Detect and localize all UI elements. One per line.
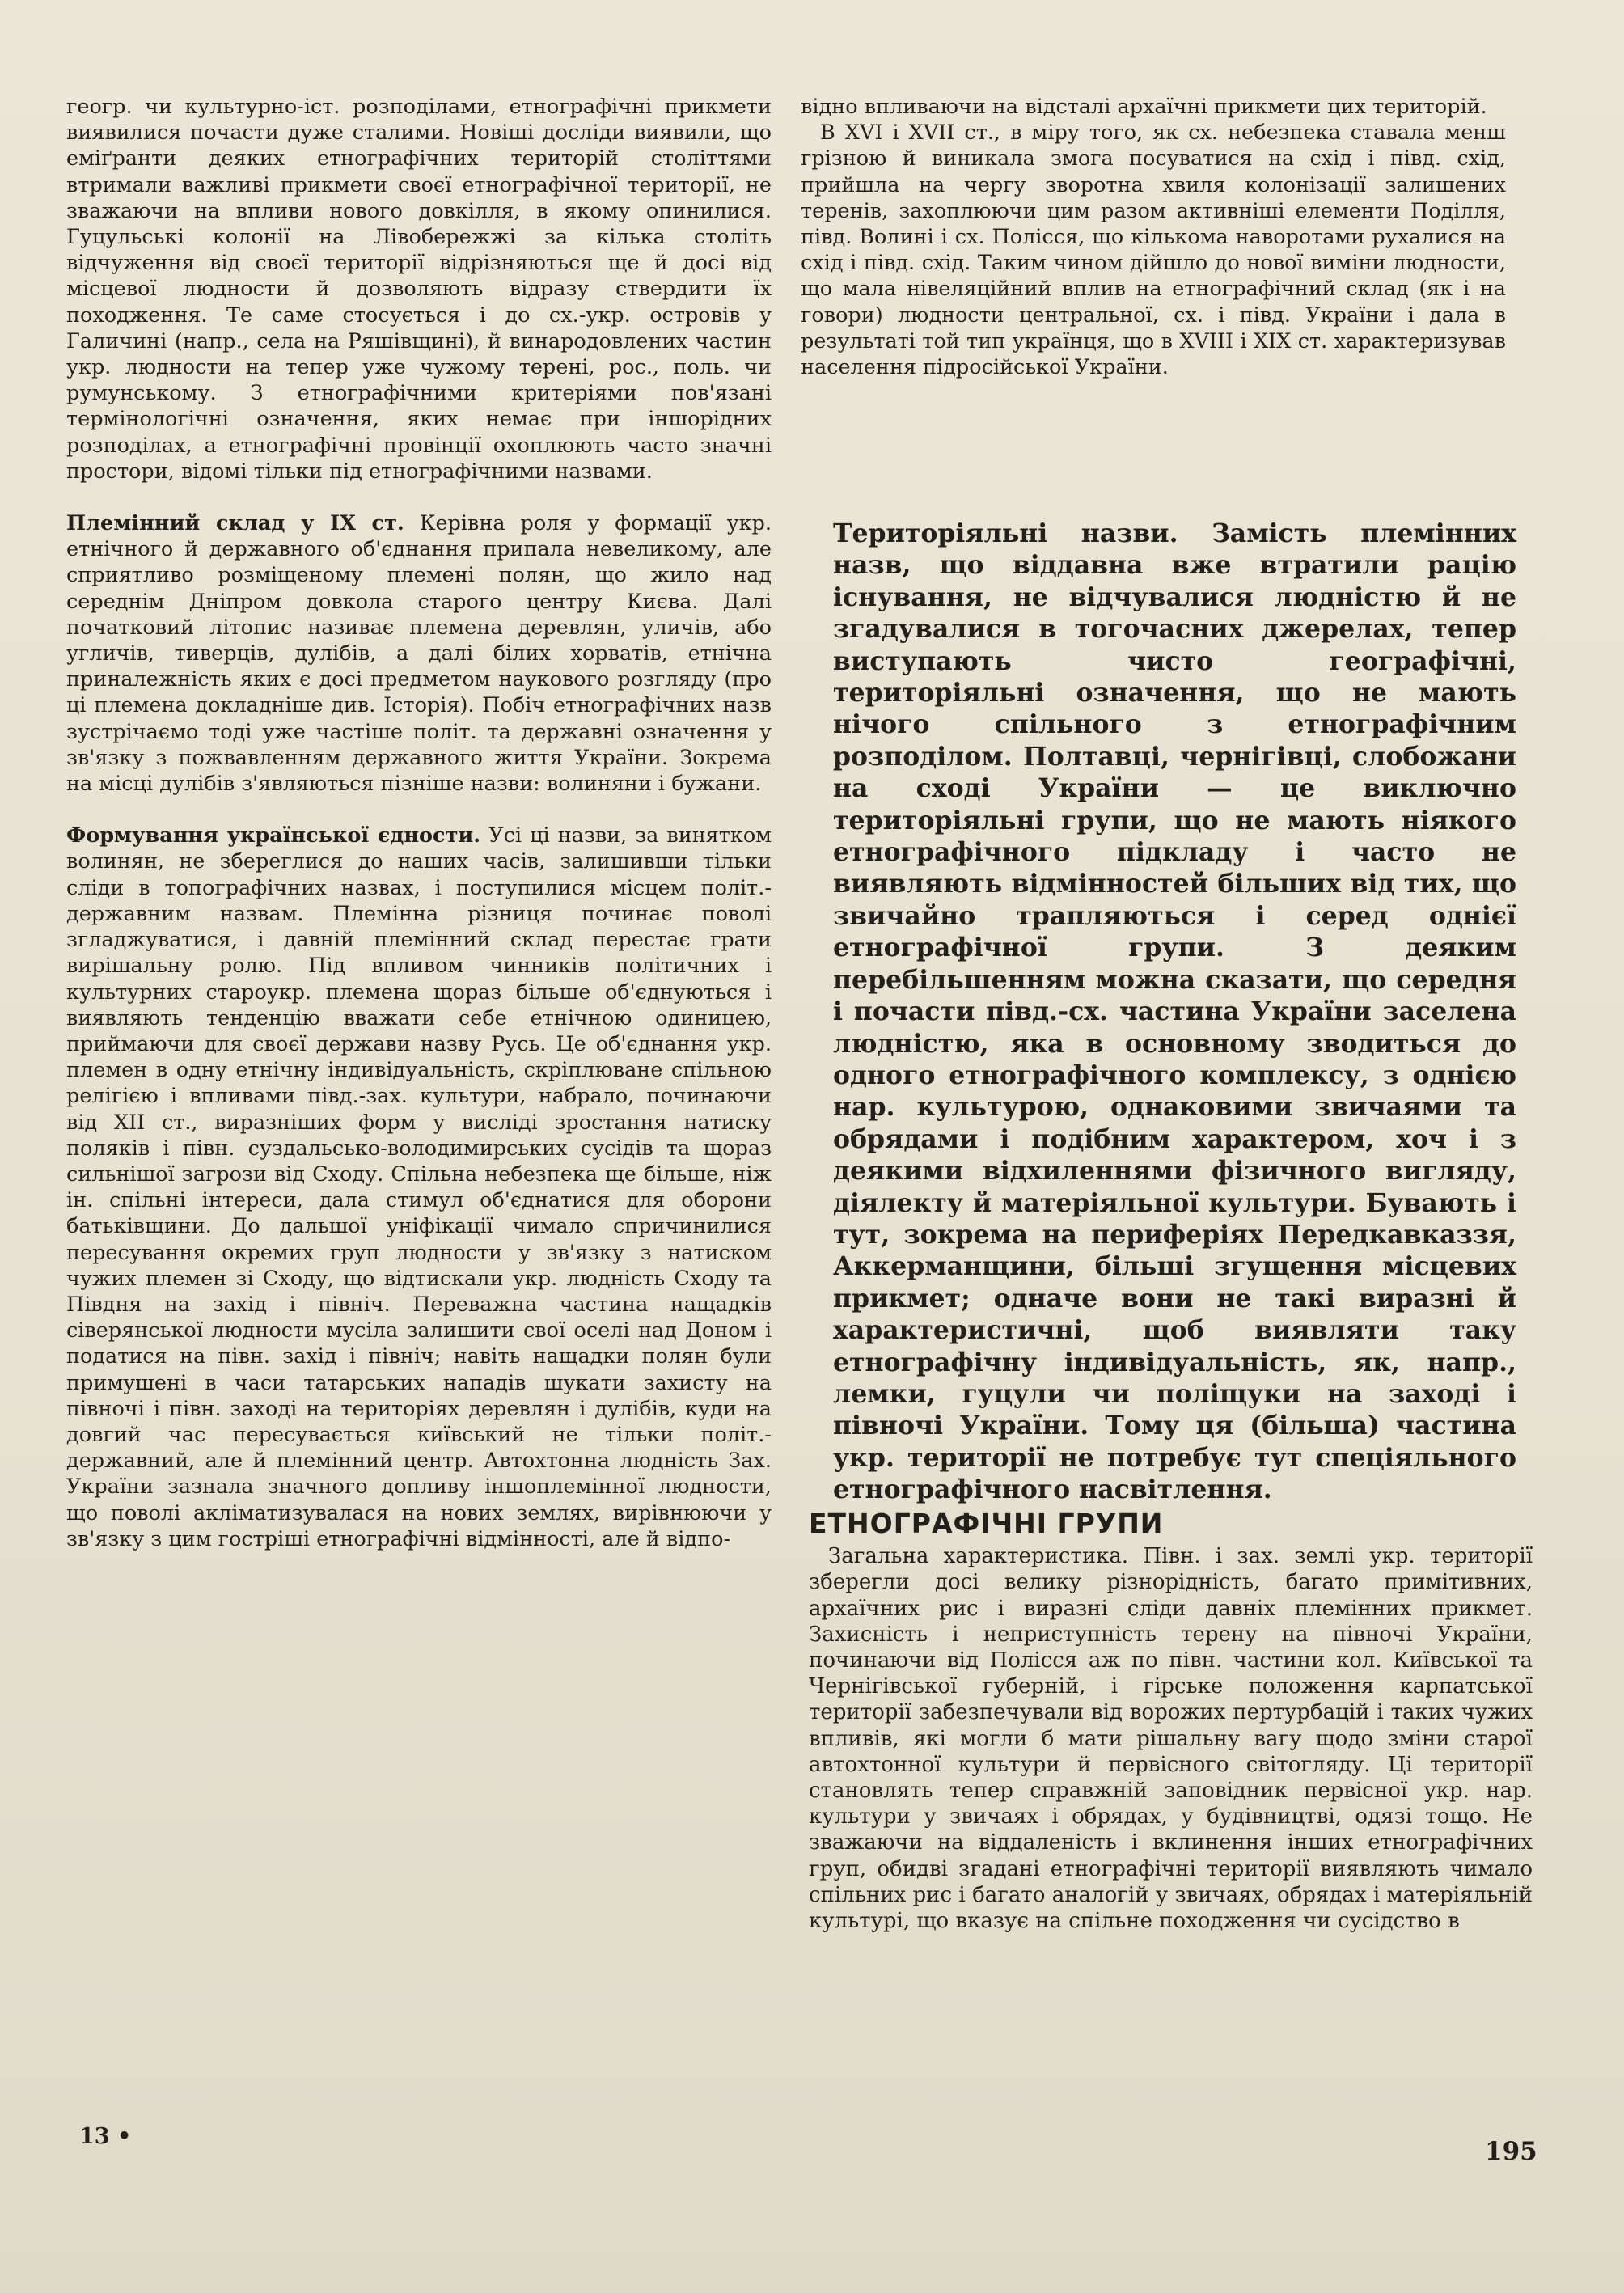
paragraph-text-unity: Усі ці назви, за винятком волинян, не збереглися до наших часів, залишивши тільки сліди в топографічних назвах, і поступилися місцем політ.-державним назвам. Племінна різниця починає поволі згладжуватися, і давній племінний склад перестає грати вирішальну ролю. Під впливом чинників політичних і культурних староукр. племена щораз більше об'єднуються і виявляють тенденцію вважати себе етнічною одиницею, приймаючи для своєї держави назву Русь. Це об'єднання укр. племен в одну етнічну індивідуальність, скріплюване спільною релігією і впливами півд.-зах. культури, набрало, починаючи від XII ст., виразніших форм у висліді зростання натиску поляків і півн. суздальсько-володимирських сусідів та щораз сильнішої загрози від Сходу. Спільна небезпека ще більше, ніж ін. спільні інтереси, дала стимул об'єднатися для оборони батьківщини. До дальшої уніфікації чимало спричинилися пересування окремих груп людности у зв'язку з натиском чужих племен зі Сходу, що відтискали укр. людність Сходу та Півдня на захід і північ. Переважна частина нащадків сіверянської людности мусіла залишити свої оселі над Доном і податися на півн. захід і північ; навіть нащадки полян були примушені в часи татарських нападів шукати захисту на півночі і півн. заході на територіях деревлян і дулібів, куди на довгий час пересувається київський не тільки політ.-державний, але й племінний центр. Автохтонна людність Зах. України зазнала значного допливу іншоплемінної людности, що поволі акліматизувалася на нових землях, вирівнюючи у зв'язку з цим гостріші етнографічні відмінності, але й відпо- [66, 823, 772, 1551]
paragraph-general [809, 1543, 1533, 1934]
paragraph-text-tribal: Керівна роля у формації укр. етнічного й державного об'єднання припала невеликому, але сприятливо розміщеному племені полян, що жило над середнім Дніпром довкола старого центру Києва. Далі початковий літопис називає племена деревлян, уличів, або угличів, тиверців, дулібів, а далі білих хорватів, етнічна приналежність яких є досі предметом наукового розгляду (про ці племена докладніше див. Історія). Побіч етнографічних назв зустрічаємо тоді уже частіше політ. та державні означення у зв'язку з пожвавленням державного життя України. Зокрема на місці дулібів з'являються пізніше назви: волиняни і бужани. [66, 511, 772, 797]
run-in-heading-unity: Формування української єдности. [66, 823, 481, 848]
paragraph-text-territorial: Замість племінних назв, що віддавна вже втратили рацію існування, не відчувалися людністю й не згадувалися в тогочасних джерелах, тепер виступають чисто географічні, територіяльні означення, що не мають нічого спільного з етнографічним розподілом. Полтавці, чернігівці, слобожани на сході України — це виключно територіяльні групи, що не мають ніякого етнографічного підкладу і часто не виявляють відмінностей більших від тих, що звичайно трапляються і серед однієї етнографічної групи. З деяким перебільшенням можна сказати, що середня і почасти півд.-сх. частина України заселена людністю, яка в основному зводиться до одного етнографічного комплексу, з однією нар. культурою, однаковими звичаями та обрядами і подібним характером, хоч і з деякими відхиленнями фізичного вигляду, діялекту й матеріяльної культури. Бувають і тут, зокрема на периферіях Передкавказзя, Аккерманщини, більші згущення місцевих прикмет; одначе вони не такі виразні й характеристичні, щоб виявляти таку етнографічну індивідуальність, як, напр., лемки, гуцули чи поліщуки на заході і півночі України. Тому ця (більша) частина укр. території не потребує тут спеціяльного етнографічного насвітлення. [833, 518, 1516, 1505]
right-column-groups [809, 1508, 1533, 1934]
page-number: 195 [1485, 2137, 1537, 2166]
run-in-heading-tribal: Племінний склад у IX ст. [66, 511, 404, 536]
run-in-heading-territorial: Територіяльні назви. [833, 518, 1178, 548]
right-column-territorial [833, 518, 1516, 1506]
folio-left: 13 • [79, 2124, 132, 2149]
paragraph-ethnographic-traits: геогр. чи культурно-іст. розподілами, етнографічні прикмети виявилися почасти дуже сталими. Новіші досліди виявили, що еміґранти деяких етнографічних територій століттями втримали важливі прикмети своєї етнографічної території, не зважаючи на впливи нового довкілля, в якому опинилися. Гуцульські колонії на Лівобережжі за кілька століть відчуження від своєї території відрізняються ще й досі від місцевої людности й дозволяють відразу ствердити їх походження. Те саме стосується і до сх.-укр. островів у Галичині (напр., села на Ряшівщині), й винародовлених частин укр. людности на тепер уже чужому терені, рос., поль. чи румунському. З етнографічними критеріями пов'язані термінологічні означення, яких немає при іншорідних розподілах, а етнографічні провінції охоплюють часто значні простори, відомі тільки під етнографічними назвами. [66, 95, 772, 484]
paragraph-tribal-composition [66, 510, 772, 797]
paragraph-continuation: відно впливаючи на відсталі архаїчні прикмети цих територій. [801, 95, 1487, 119]
paragraph-text-general: Півн. і зах. землі укр. території зберегли досі велику різнорідність, багато примітивних, архаїчних рис і виразні сліди давніх племінних прикмет. Захисність і неприступність терену на півночі України, починаючи від Полісся аж по півн. частини кол. Київської та Чернігівської губерній, і гірське положення карпатської території забезпечували від ворожих пертурбацій і таких чужих впливів, які могли б мати рішальну вагу щодо зміни старої автохтонної культури й первісного світогляду. Ці території становлять тепер справжній заповідник первісної укр. нар. культури у звичаях і обрядах, у будівництві, одязі тощо. Не зважаючи на віддаленість і вклинення інших етнографічних груп, обидві згадані етнографічні території виявляють чимало спільних рис і багато аналогій у звичаях, обрядах і матеріяльній культурі, що вказує на спільне походження чи сусідство в [809, 1544, 1533, 1934]
paragraph-territorial-names [833, 518, 1516, 1506]
right-column-top [801, 94, 1506, 380]
left-column [66, 94, 772, 1552]
section-title: ЕТНОГРАФІЧНІ ГРУПИ [809, 1508, 1164, 1539]
paragraph-ukrainian-unity [66, 823, 772, 1552]
paragraph-colonization: В XVI і XVII ст., в міру того, як сх. небезпека ставала менш грізною й виникала змога посуватися на схід і півд. схід, прийшла на чергу зворотна хвиля колонізації залишених теренів, захоплюючи цим разом активніші елементи Поділля, півд. Волині і сх. Полісся, що кількома наворотами рухалися на схід і півд. схід. Таким чином дійшло до нової виміни людности, що мала нівеляційний вплив на етнографічний склад (як і на говори) людности центральної, сх. і півд. України і дала в результаті той тип українця, що в XVIII і XIX ст. характеризував населення підросійської України. [801, 121, 1506, 380]
run-in-heading-general: Загальна характеристика. [828, 1544, 1129, 1569]
